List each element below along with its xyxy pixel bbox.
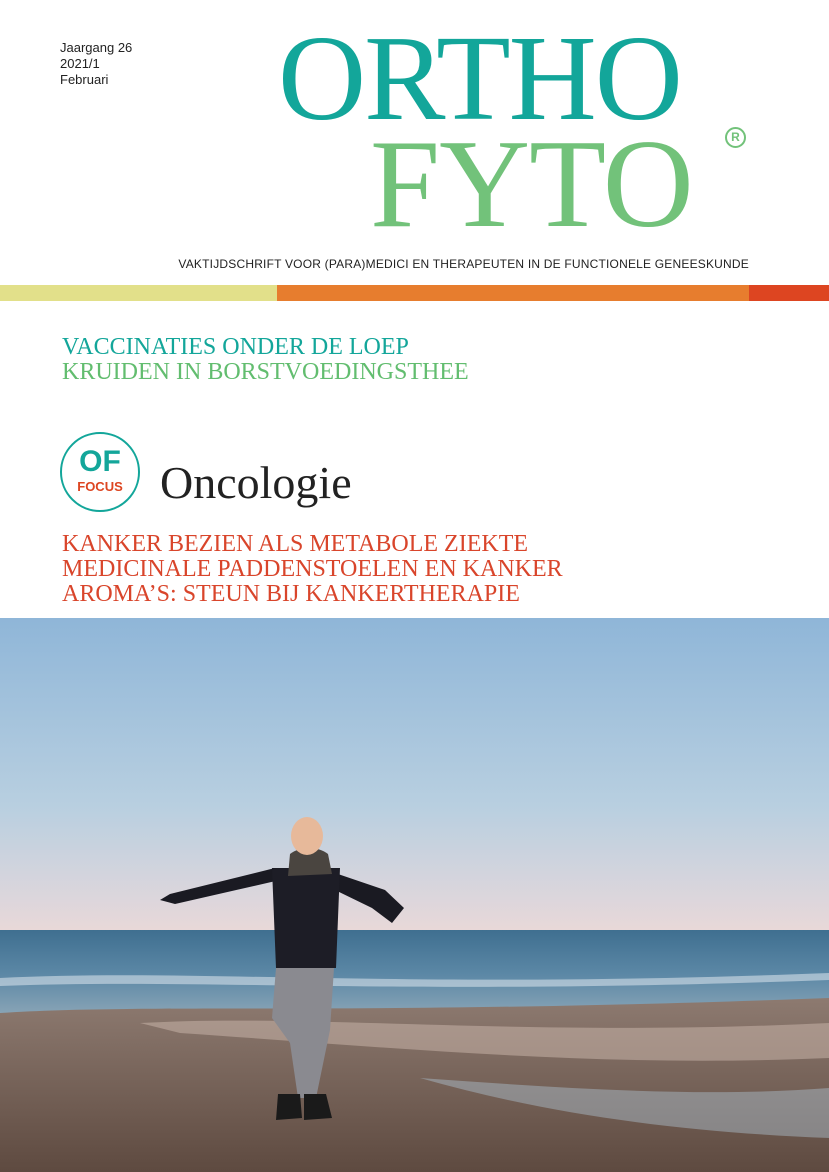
stripe-yellow — [0, 285, 277, 301]
focus-badge-focus: FOCUS — [77, 479, 123, 494]
cover-photo-beach — [0, 618, 829, 1172]
focus-badge-of: OF — [79, 445, 121, 478]
registered-mark: R — [725, 127, 746, 148]
masthead-fyto: FYTO — [370, 115, 693, 254]
masthead-tagline: VAKTIJDSCHRIFT VOOR (PARA)MEDICI EN THERAPEUTEN IN DE FUNCTIONELE GENEESKUNDE — [178, 257, 749, 271]
headline-kruiden: KRUIDEN IN BORSTVOEDINGSTHEE — [62, 359, 469, 385]
issue-number: 2021/1 — [60, 56, 100, 71]
focus-badge — [60, 432, 140, 512]
stripe-orange — [277, 285, 749, 301]
issue-info — [60, 40, 132, 88]
stripe-red — [749, 285, 829, 301]
focus-article-3: AROMA’S: STEUN BIJ KANKERTHERAPIE — [62, 581, 520, 607]
issue-month: Februari — [60, 72, 109, 87]
focus-article-1: KANKER BEZIEN ALS METABOLE ZIEKTE — [62, 531, 529, 557]
focus-article-2: MEDICINALE PADDENSTOELEN EN KANKER — [62, 556, 563, 582]
focus-title: Oncologie — [160, 457, 352, 508]
issue-volume: Jaargang 26 — [60, 40, 133, 55]
masthead-ortho: ORTHO — [278, 11, 681, 146]
headline-vaccinaties: VACCINATIES ONDER DE LOEP — [62, 334, 409, 360]
